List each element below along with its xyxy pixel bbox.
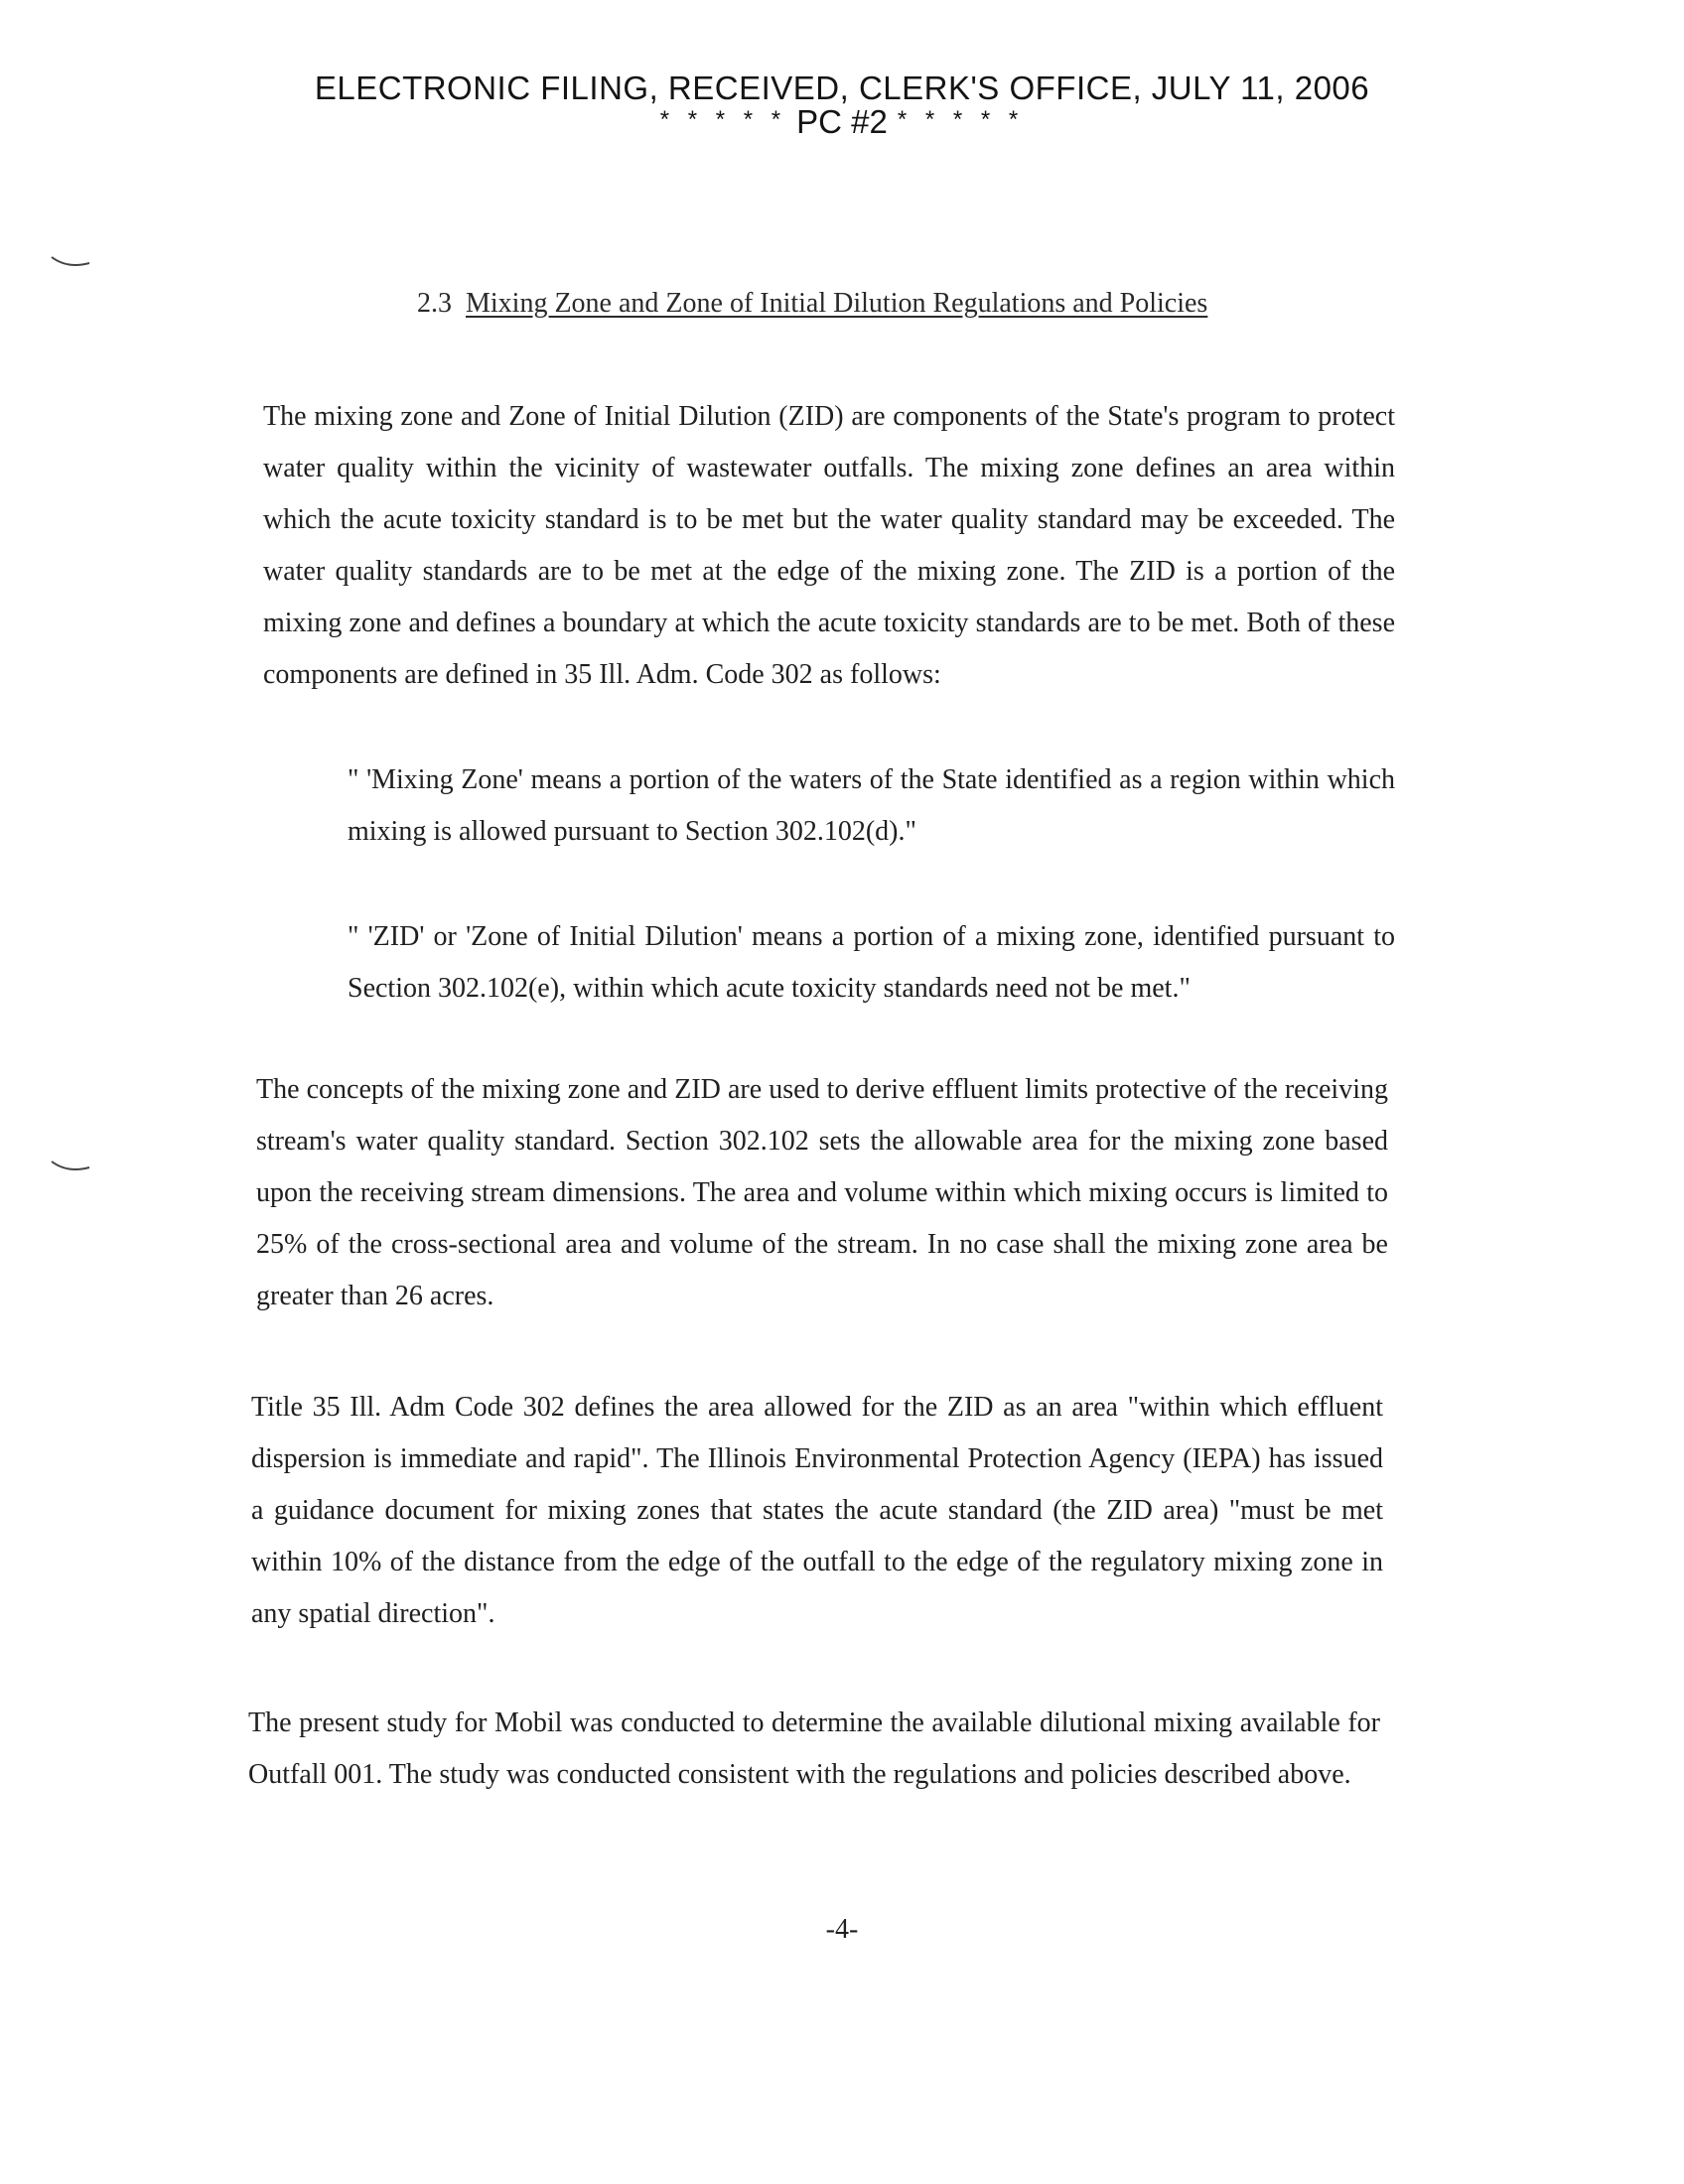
scan-punch-mark-icon xyxy=(50,1158,93,1177)
quote-mixing-zone-definition: " 'Mixing Zone' means a portion of the waters of the State identified as a region within which mixing is allowed pursuant to Section 302.102(d)." xyxy=(348,764,1395,847)
filing-stamp-label-line xyxy=(0,103,1684,141)
quote-zid-definition: " 'ZID' or 'Zone of Initial Dilution' means a portion of a mixing zone, identified pursuant to Section 302.102(e), within which acute toxicity standards need not be met." xyxy=(348,921,1395,1004)
section-number: 2.3 xyxy=(417,288,452,319)
section-title: Mixing Zone and Zone of Initial Dilution Regulations and Policies xyxy=(466,288,1208,319)
filing-stamp-line: ELECTRONIC FILING, RECEIVED, CLERK'S OFFICE, JULY 11, 2006 xyxy=(314,69,1370,106)
page-number: -4- xyxy=(825,1914,859,1945)
stamp-stars-left: * * * * * xyxy=(659,106,787,133)
stamp-pc-label: PC #2 xyxy=(796,103,888,140)
paragraph-present-study: The present study for Mobil was conducted to determine the available dilutional mixing available for Outfall 001. The study was conducted consistent with the regulations and policies described above. xyxy=(248,1707,1380,1790)
section-heading xyxy=(417,288,1207,320)
scan-punch-mark-icon xyxy=(50,253,93,273)
paragraph-zid-area: Title 35 Ill. Adm Code 302 defines the area allowed for the ZID as an area "within which effluent dispersion is immediate and rapid". The Illinois Environmental Protection Agency (IEPA) has issued a guidance document for mixing zones that states the acute standard (the ZID area) "must be met within 10% of the distance from the edge of the outfall to the edge of the regulatory mixing zone in any spatial direction". xyxy=(251,1392,1383,1629)
stamp-stars-right: * * * * * xyxy=(897,106,1025,133)
paragraph-mixing-zone-concepts: The concepts of the mixing zone and ZID are used to derive effluent limits protective of the receiving stream's water quality standard. Section 302.102 sets the allowable area for the mixing zone based upon the receiving stream dimensions. The area and volume within which mixing occurs is limited to 25% of the cross-sectional area and volume of the stream. In no case shall the mixing zone area be greater than 26 acres. xyxy=(256,1074,1388,1311)
paragraph-intro: The mixing zone and Zone of Initial Dilution (ZID) are components of the State's program to protect water quality within the vicinity of wastewater outfalls. The mixing zone defines an area within which the acute toxicity standard is to be met but the water quality standard may be exceeded. The water quality standards are to be met at the edge of the mixing zone. The ZID is a portion of the mixing zone and defines a boundary at which the acute toxicity standards are to be met. Both of these components are defined in 35 Ill. Adm. Code 302 as follows: xyxy=(263,401,1395,690)
